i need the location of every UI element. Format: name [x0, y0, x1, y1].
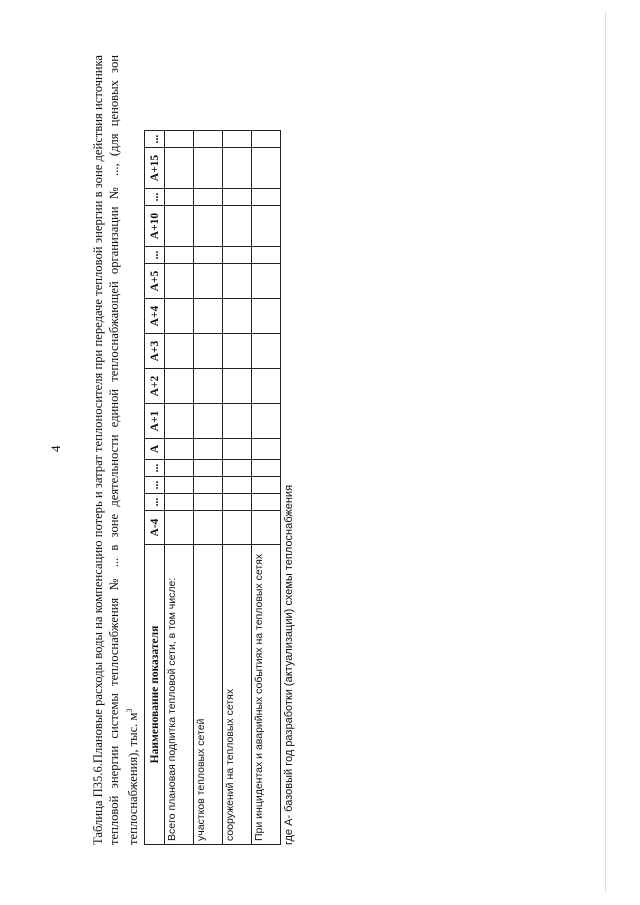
table-cell	[194, 439, 223, 460]
table-cell	[223, 131, 252, 148]
table-cell	[252, 148, 281, 189]
table-row	[194, 131, 223, 845]
table-cell	[252, 189, 281, 206]
table-cell	[252, 247, 281, 264]
caption-superscript: 3	[125, 708, 134, 713]
table-row	[165, 131, 194, 845]
table-cell	[252, 494, 281, 511]
table-cell	[252, 131, 281, 148]
table-cell	[194, 189, 223, 206]
table-cell	[165, 247, 194, 264]
table-cell	[252, 334, 281, 369]
table-row	[252, 131, 281, 845]
row-label: При инцидентах и аварийных событиях на тепловых сетях	[252, 545, 281, 845]
table-cell	[194, 299, 223, 334]
table-cell	[194, 264, 223, 299]
header-year-cell: А+4	[145, 299, 165, 334]
table-cell	[223, 460, 252, 477]
table-cell	[223, 477, 252, 494]
table-cell	[194, 460, 223, 477]
table-cell	[252, 439, 281, 460]
rotated-content	[90, 55, 310, 845]
header-year-cell: ...	[145, 189, 165, 206]
header-name-col: Наименование показателя	[145, 545, 165, 845]
row-label: сооружений на тепловых сетях	[223, 545, 252, 845]
table-cell	[194, 494, 223, 511]
header-year-cell: А+5	[145, 264, 165, 299]
header-year-cell: ...	[145, 494, 165, 511]
table-cell	[194, 477, 223, 494]
header-year-cell: А+15	[145, 148, 165, 189]
page-edge-line	[605, 12, 606, 892]
table-cell	[165, 369, 194, 404]
table-cell	[165, 460, 194, 477]
table-cell	[194, 206, 223, 247]
table-cell	[223, 206, 252, 247]
table-cell	[223, 299, 252, 334]
table-cell	[223, 511, 252, 545]
table-row	[223, 131, 252, 845]
table-cell	[252, 511, 281, 545]
table-cell	[194, 369, 223, 404]
table-cell	[223, 189, 252, 206]
table-header-row	[145, 131, 165, 845]
header-year-cell: ...	[145, 247, 165, 264]
table-cell	[165, 264, 194, 299]
table-cell	[165, 131, 194, 148]
table-cell	[223, 247, 252, 264]
table-cell	[194, 131, 223, 148]
table-cell	[223, 148, 252, 189]
table-cell	[165, 299, 194, 334]
table-cell	[165, 189, 194, 206]
header-year-cell: А+10	[145, 206, 165, 247]
row-label: Всего плановая подпитка тепловой сети, в том числе:	[165, 545, 194, 845]
table-cell	[223, 264, 252, 299]
footnote: где А- базовый год разработки (актуализации) схемы теплоснабжения	[283, 484, 296, 845]
table-cell	[165, 494, 194, 511]
table-cell	[252, 460, 281, 477]
table-cell	[165, 511, 194, 545]
data-table	[144, 130, 281, 845]
table-cell	[252, 299, 281, 334]
header-year-cell: А+1	[145, 404, 165, 439]
table-cell	[165, 439, 194, 460]
table-cell	[194, 404, 223, 439]
header-year-cell: А	[145, 439, 165, 460]
table-cell	[223, 334, 252, 369]
table-cell	[165, 477, 194, 494]
table-cell	[252, 369, 281, 404]
table-cell	[165, 206, 194, 247]
table-cell	[194, 334, 223, 369]
table-cell	[252, 206, 281, 247]
table-cell	[252, 264, 281, 299]
table-body	[165, 131, 281, 845]
table-cell	[194, 148, 223, 189]
table-cell	[252, 404, 281, 439]
row-label: участков тепловых сетей	[194, 545, 223, 845]
table-cell	[252, 477, 281, 494]
table-cell	[223, 404, 252, 439]
header-year-cell: А+3	[145, 334, 165, 369]
table-cell	[223, 439, 252, 460]
header-year-cell: ...	[145, 477, 165, 494]
table-cell	[223, 369, 252, 404]
caption-text: Таблица П35.6.Плановые расходы воды на компенсацию потерь и затрат теплоносителя при передаче тепловой энергии в зоне действия источника тепловой энергии системы теплоснабжения № ... в зоне деятельности единой теплоснабжающей организации № ..., (для ценовых зон теплоснабжения), тыс. м	[91, 55, 141, 845]
page-number: 4	[48, 445, 63, 452]
table-cell	[165, 334, 194, 369]
header-year-cell: А+2	[145, 369, 165, 404]
header-year-cell: ...	[145, 460, 165, 477]
table-cell	[165, 404, 194, 439]
header-year-cell: А-4	[145, 511, 165, 545]
table-cell	[223, 494, 252, 511]
table-caption	[90, 55, 141, 845]
table-cell	[194, 511, 223, 545]
header-year-cell: ...	[145, 131, 165, 148]
table-cell	[165, 148, 194, 189]
table-cell	[194, 247, 223, 264]
